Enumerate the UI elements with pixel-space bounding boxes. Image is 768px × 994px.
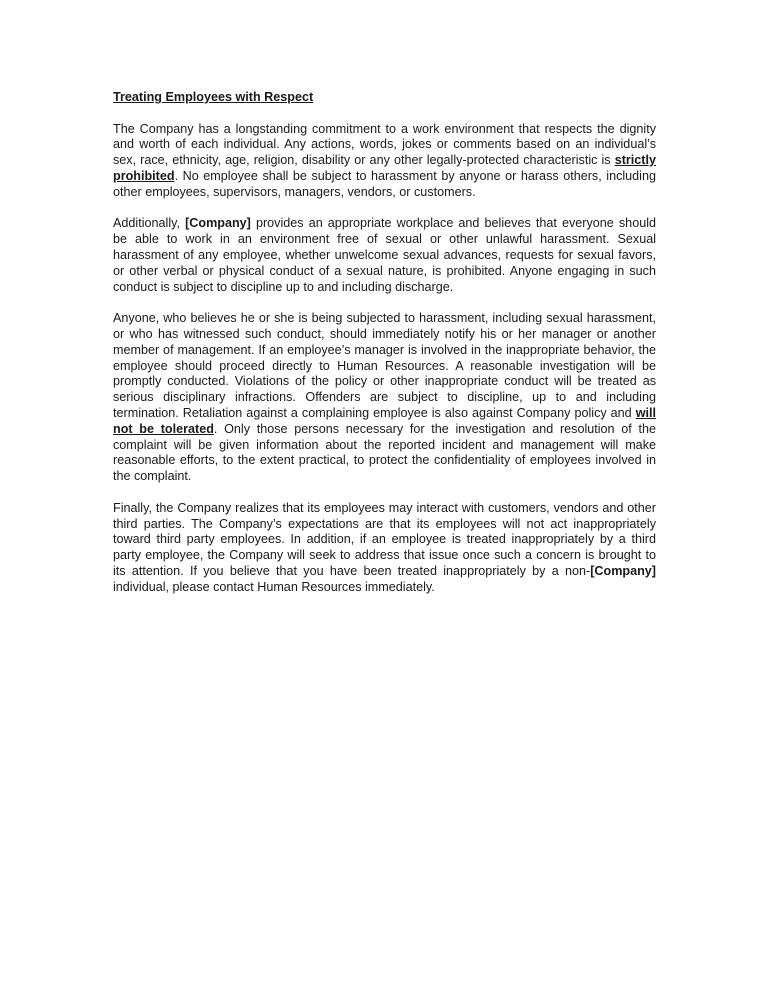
paragraph-text: individual, please contact Human Resources immediately.	[113, 579, 435, 594]
paragraph-text: . Only those persons necessary for the investigation and resolution of the complaint will be given information about the reported incident and management will make reasonable efforts, to the extent practical, to protect the confidentiality of employees involved in the complaint.	[113, 421, 656, 484]
company-placeholder: [Company]	[590, 563, 656, 578]
paragraph-sexual-harassment	[113, 216, 656, 295]
emphasis-will-not-be-tolerated: will not be tolerated	[113, 405, 656, 436]
paragraph-text: provides an appropriate workplace and believes that everyone should be able to work in an environment free of sexual or other unlawful harassment. Sexual harassment of any employee, whether unwelcome sexual advances, requests for sexual favors, or other verbal or physical conduct of a sexual nature, is prohibited. Anyone engaging in such conduct is subject to discipline up to and including discharge.	[113, 216, 656, 294]
paragraph-text: Anyone, who believes he or she is being subjected to harassment, including sexual harassment, or who has witnessed such conduct, should immediately notify his or her manager or another member of management. If an employee’s manager is involved in the inappropriate behavior, the employee should proceed directly to Human Resources. A reasonable investigation will be promptly conducted. Violations of the policy or other inappropriate conduct will be treated as serious disciplinary infractions. Offenders are subject to discipline, up to and including termination. Retaliation against a complaining employee is also against Company policy and	[113, 311, 656, 420]
document-title: Treating Employees with Respect	[113, 90, 314, 104]
paragraph-text: The Company has a longstanding commitment to a work environment that respects the dignity and worth of each individual. Any actions, words, jokes or comments based on an individual’s sex, race, ethnicity, age, religion, disability or any other legally-protected characteristic is	[113, 121, 656, 168]
paragraph-text: Finally, the Company realizes that its employees may interact with customers, vendors and other third parties. The Company’s expectations are that its employees will not act inappropriately toward third party employees. In addition, if an employee is treated inappropriately by a third party employee, the Company will seek to address that issue once such a concern is brought to its attention. If you believe that you have been treated inappropriately by a non-	[113, 500, 656, 578]
paragraph-respect-commitment	[113, 122, 656, 201]
paragraph-reporting-procedure	[113, 311, 656, 485]
company-placeholder: [Company]	[185, 216, 251, 231]
paragraph-text: Additionally,	[113, 216, 186, 231]
paragraph-text: . No employee shall be subject to harassment by anyone or harass others, including other employees, supervisors, managers, vendors, or customers.	[113, 168, 656, 199]
paragraph-third-parties	[113, 501, 656, 596]
emphasis-strictly-prohibited: strictly prohibited	[113, 153, 656, 183]
document-body	[113, 90, 656, 611]
